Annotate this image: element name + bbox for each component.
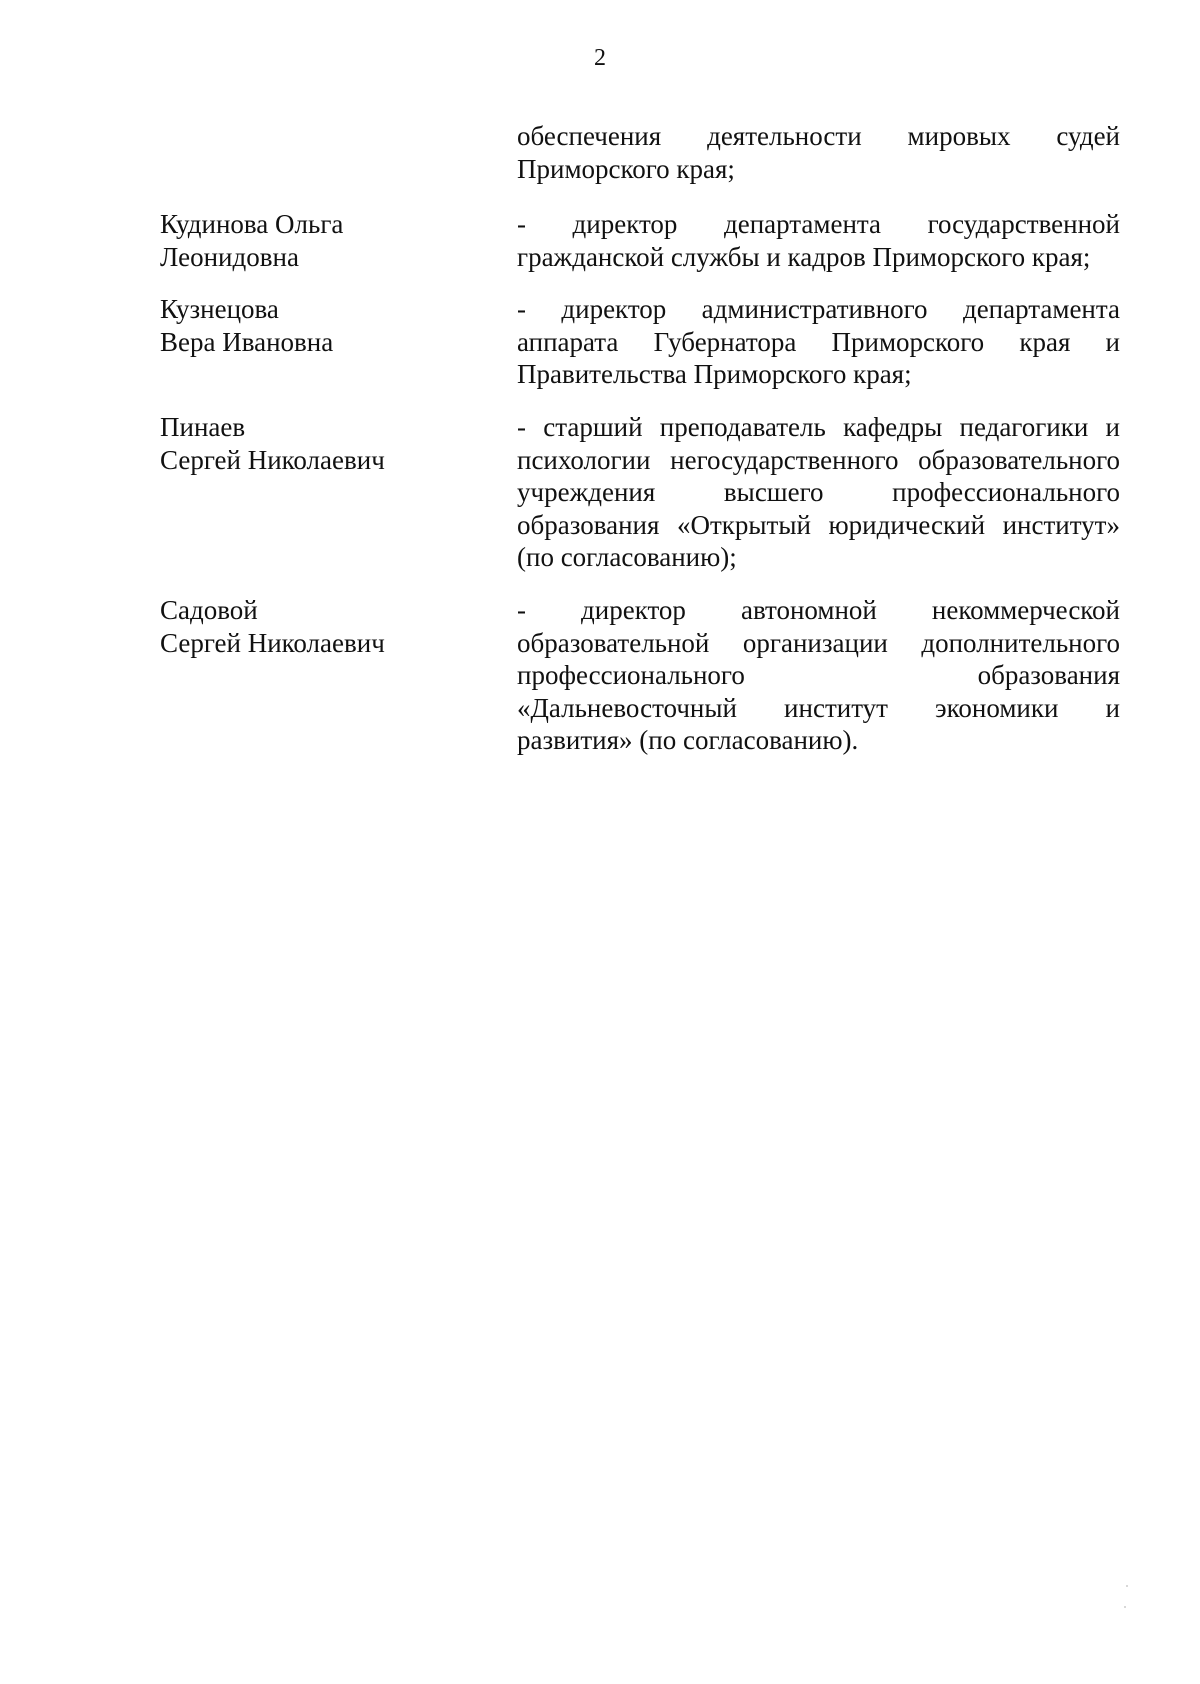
member-name-line-1: Садовой	[160, 595, 258, 625]
member-description: - директор административного департамента аппарата Губернатора Приморского края и Правительства Приморского края;	[517, 294, 1120, 389]
member-name	[160, 411, 490, 476]
member-name	[160, 293, 490, 358]
member-name	[160, 208, 490, 273]
member-name-line-1: Кудинова Ольга	[160, 209, 344, 239]
member-name-line-2: Сергей Николаевич	[160, 627, 385, 658]
member-name	[160, 594, 490, 659]
continuation-description: обеспечения деятельности мировых судей Приморского края;	[517, 121, 1120, 184]
member-description: - директор департамента государственной гражданской службы и кадров Приморского края;	[517, 209, 1120, 272]
member-description: - старший преподаватель кафедры педагогики и психологии негосударственного образовательного учреждения высшего профессионального образования «Открытый юридический институт» (по согласованию);	[517, 412, 1120, 572]
member-name-line-2: Леонидовна	[160, 241, 299, 272]
scan-speck	[1126, 1585, 1128, 1587]
page-number: 2	[594, 45, 606, 71]
member-name-line-2: Вера Ивановна	[160, 326, 334, 357]
member-description: - директор автономной некоммерческой образовательной организации дополнительного профессионального образования «Дальневосточный институт экономики и развития» (по согласованию).	[517, 595, 1120, 755]
scan-speck	[1124, 1606, 1126, 1608]
member-name-line-1: Пинаев	[160, 412, 246, 442]
member-name-line-1: Кузнецова	[160, 294, 279, 324]
member-name-line-2: Сергей Николаевич	[160, 444, 385, 475]
